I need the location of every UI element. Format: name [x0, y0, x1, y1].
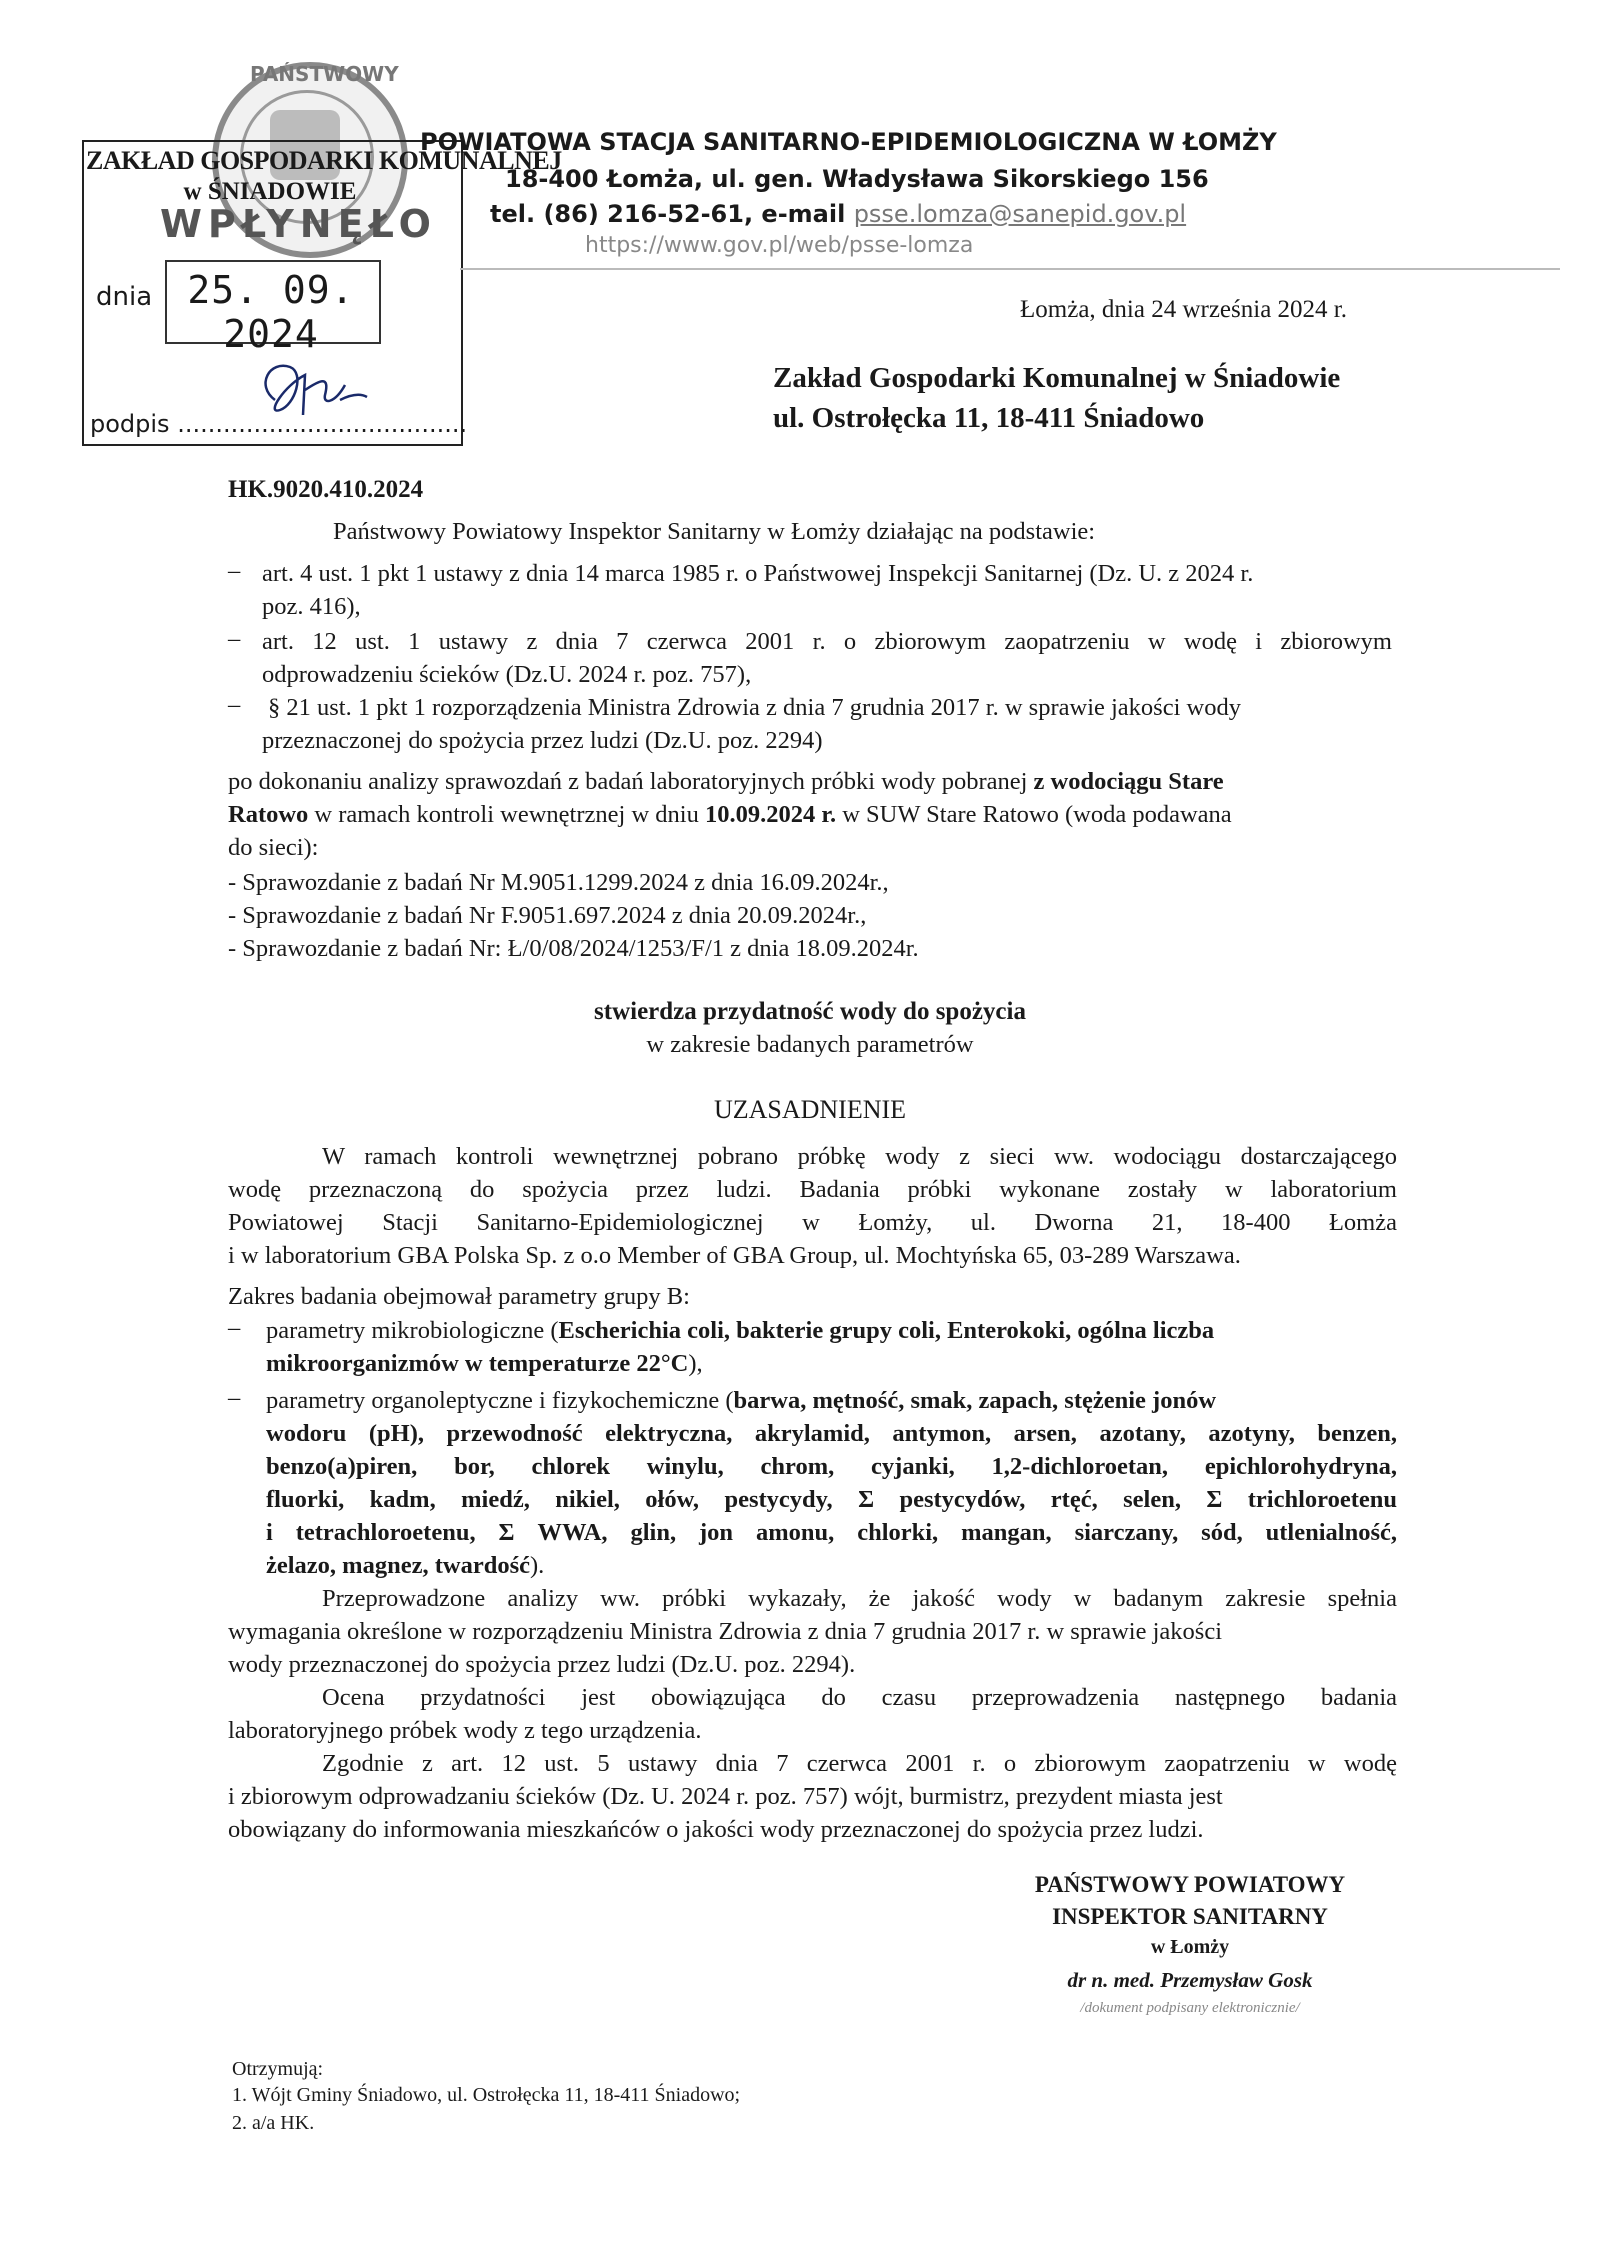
- analysis-source: Ratowo: [228, 801, 309, 828]
- micro-params-line1: [266, 1314, 1214, 1347]
- analysis-source: z wodociągu Stare: [1033, 768, 1224, 795]
- justification-p3-line2: laboratoryjnego próbek wody z tego urządzenia.: [228, 1717, 702, 1744]
- stamp-received-label: WPŁYNĘŁO: [160, 202, 437, 246]
- stamp-signature-label: podpis ......................................: [90, 410, 468, 438]
- decision-statement: stwierdza przydatność wody do spożycia: [594, 998, 1026, 1025]
- organo-params-line6: [266, 1549, 544, 1582]
- scope-intro: Zakres badania obejmował parametry grupy B:: [228, 1283, 690, 1310]
- analysis-text: w ramach kontroli wewnętrznej w dniu: [308, 801, 705, 828]
- recipients-label: Otrzymują:: [232, 2058, 324, 2080]
- param-list: żelazo, magnez, twardość: [266, 1552, 530, 1579]
- header-divider: [460, 268, 1560, 270]
- institution-contact: [490, 200, 1186, 228]
- analysis-line3: do sieci):: [228, 834, 319, 861]
- institution-website-link[interactable]: https://www.gov.pl/web/psse-lomza: [585, 233, 974, 258]
- justification-p2-line3: wody przeznaczonej do spożycia przez ludzi (Dz.U. poz. 2294).: [228, 1651, 856, 1678]
- param-group-label: parametry mikrobiologiczne (: [266, 1317, 559, 1344]
- report-item: - Sprawozdanie z badań Nr M.9051.1299.2024 z dnia 16.09.2024r.,: [228, 869, 889, 896]
- list-dash: –: [228, 1314, 241, 1341]
- justification-p4-line1: Zgodnie z art. 12 ust. 5 ustawy dnia 7 czerwca 2001 r. o zbiorowym zaopatrzeniu w wodę: [322, 1750, 1397, 1777]
- micro-params-line2: [266, 1347, 703, 1380]
- analysis-line2: [228, 798, 1232, 831]
- handwritten-signature-icon: [245, 355, 375, 435]
- list-dash: –: [228, 625, 241, 652]
- report-item: - Sprawozdanie z badań Nr: Ł/0/08/2024/1253/F/1 z dnia 18.09.2024r.: [228, 935, 919, 962]
- justification-title: UZASADNIENIE: [713, 1095, 907, 1124]
- legal-basis-2-line2: odprowadzeniu ścieków (Dz.U. 2024 r. poz. 757),: [262, 661, 752, 688]
- param-suffix: ).: [529, 1552, 545, 1579]
- signatory-note: /dokument podpisany elektronicznie/: [1080, 2000, 1300, 2016]
- recipient-item: 1. Wójt Gminy Śniadowo, ul. Ostrołęcka 11, 18-411 Śniadowo;: [232, 2084, 741, 2106]
- justification-p1-line3: Powiatowej Stacji Sanitarno-Epidemiologicznej w Łomży, ul. Dworna 21, 18-400 Łomża: [228, 1209, 1397, 1236]
- justification-p2-line2: wymagania określone w rozporządzeniu Ministra Zdrowia z dnia 7 grudnia 2017 r. w sprawie jakości: [228, 1618, 1222, 1645]
- analysis-text: w SUW Stare Ratowo (woda podawana: [836, 801, 1232, 828]
- recipient-item: 2. a/a HK.: [232, 2112, 315, 2134]
- list-dash: –: [228, 1384, 241, 1411]
- legal-basis-3-line2: przeznaczonej do spożycia przez ludzi (Dz.U. poz. 2294): [262, 727, 823, 754]
- organo-params-line5: i tetrachloroetenu, Σ WWA, glin, jon amonu, chlorki, mangan, siarczany, sód, utlenialność,: [266, 1519, 1397, 1546]
- list-dash: –: [228, 691, 241, 718]
- justification-p2-line1: Przeprowadzone analizy ww. próbki wykazały, że jakość wody w badanym zakresie spełnia: [322, 1585, 1397, 1612]
- institution-name: POWIATOWA STACJA SANITARNO-EPIDEMIOLOGICZNA W ŁOMŻY: [420, 128, 1277, 156]
- signatory-title-1: PAŃSTWOWY POWIATOWY: [1034, 1872, 1346, 1897]
- signatory-title-3: w Łomży: [1150, 1936, 1230, 1958]
- analysis-text: po dokonaniu analizy sprawozdań z badań laboratoryjnych próbki wody pobranej: [228, 768, 1034, 795]
- stamp-date-label: dnia: [96, 282, 153, 312]
- report-item: - Sprawozdanie z badań Nr F.9051.697.2024 z dnia 20.09.2024r.,: [228, 902, 867, 929]
- justification-p1-line2: wodę przeznaczoną do spożycia przez ludzi. Badania próbki wykonane zostały w laboratorium: [228, 1176, 1397, 1203]
- seal-text: PAŃSTWOWY: [250, 62, 399, 86]
- justification-p4-line3: obowiązany do informowania mieszkańców o jakości wody przeznaczonej do spożycia przez ludzi.: [228, 1816, 1204, 1843]
- param-list: mikroorganizmów w temperaturze 22°C: [266, 1350, 689, 1377]
- param-list: Escherichia coli, bakterie grupy coli, Enterokoki, ogólna liczba: [558, 1317, 1215, 1344]
- analysis-line1: [228, 765, 1224, 798]
- organo-params-line2: wodoru (pH), przewodność elektryczna, akrylamid, antymon, arsen, azotany, azotyny, benzen,: [266, 1420, 1397, 1447]
- legal-basis-2-line1: art. 12 ust. 1 ustawy z dnia 7 czerwca 2001 r. o zbiorowym zaopatrzeniu w wodę i zbiorowym: [262, 628, 1392, 655]
- stamp-location: w ŚNIADOWIE: [183, 178, 357, 205]
- justification-p4-line2: i zbiorowym odprowadzaniu ścieków (Dz. U. 2024 r. poz. 757) wójt, burmistrz, prezydent miasta jest: [228, 1783, 1223, 1810]
- contact-email-link[interactable]: psse.lomza@sanepid.gov.pl: [853, 200, 1187, 228]
- place-date: Łomża, dnia 24 września 2024 r.: [1020, 296, 1347, 323]
- stamp-date-value: 25. 09. 2024: [187, 268, 355, 356]
- signatory-name: dr n. med. Przemysław Gosk: [1067, 1968, 1313, 1992]
- organo-params-line3: benzo(a)piren, bor, chlorek winylu, chrom, cyjanki, 1,2-dichloroetan, epichlorohydryna,: [266, 1453, 1397, 1480]
- organo-params-line4: fluorki, kadm, miedź, nikiel, ołów, pestycydy, Σ pestycydów, rtęć, selen, Σ trichloroetenu: [266, 1486, 1397, 1513]
- justification-p3-line1: Ocena przydatności jest obowiązująca do czasu przeprowadzenia następnego badania: [322, 1684, 1397, 1711]
- legal-basis-1-line2: poz. 416),: [262, 593, 361, 620]
- stamp-organization: ZAKŁAD GOSPODARKI KOMUNALNEJ: [86, 146, 562, 175]
- param-group-label: parametry organoleptyczne i fizykochemiczne (: [266, 1387, 734, 1414]
- list-dash: –: [228, 557, 241, 584]
- addressee-name: Zakład Gospodarki Komunalnej w Śniadowie: [773, 362, 1341, 394]
- reference-number: HK.9020.410.2024: [228, 476, 424, 503]
- institution-address: 18-400 Łomża, ul. gen. Władysława Sikorskiego 156: [505, 165, 1209, 193]
- intro-text: Państwowy Powiatowy Inspektor Sanitarny w Łomży działając na podstawie:: [333, 518, 1096, 545]
- justification-p1-line4: i w laboratorium GBA Polska Sp. z o.o Member of GBA Group, ul. Mochtyńska 65, 03-289 Warszawa.: [228, 1242, 1241, 1269]
- legal-basis-3-line1: § 21 ust. 1 pkt 1 rozporządzenia Ministra Zdrowia z dnia 7 grudnia 2017 r. w sprawie jakości wody: [268, 694, 1241, 721]
- sample-date: 10.09.2024 r.: [704, 801, 837, 828]
- legal-basis-1-line1: art. 4 ust. 1 pkt 1 ustawy z dnia 14 marca 1985 r. o Państwowej Inspekcji Sanitarnej (Dz. U. z 2024 r.: [262, 560, 1254, 587]
- decision-scope: w zakresie badanych parametrów: [646, 1031, 974, 1058]
- param-suffix: ),: [688, 1350, 703, 1377]
- justification-p1-line1: W ramach kontroli wewnętrznej pobrano próbkę wody z sieci ww. wodociągu dostarczającego: [322, 1143, 1397, 1170]
- contact-phone: tel. (86) 216-52-61, e-mail: [490, 200, 854, 228]
- addressee-address: ul. Ostrołęcka 11, 18-411 Śniadowo: [773, 402, 1205, 434]
- param-list: barwa, mętność, smak, zapach, stężenie jonów: [733, 1387, 1217, 1414]
- organo-params-line1: [266, 1384, 1216, 1417]
- signatory-title-2: INSPEKTOR SANITARNY: [1052, 1904, 1328, 1929]
